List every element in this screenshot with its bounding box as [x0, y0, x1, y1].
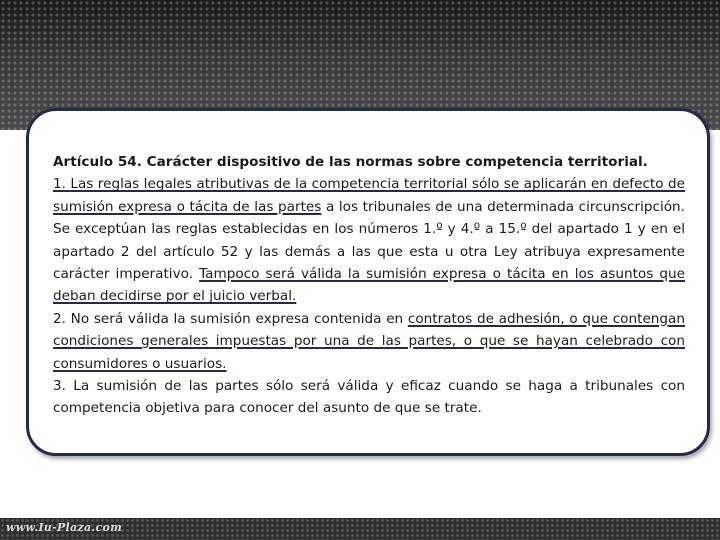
paragraph-2-text: 2. No será válida la sumisión expresa contenida en [53, 310, 408, 327]
paragraph-2-underlined: contratos de adhesión, o que contengan condiciones generales impuestas por una de las partes, o que se hayan celebrado con consumidores o usuarios. [53, 310, 685, 372]
article-title-text: Artículo 54. Carácter dispositivo de las normas sobre competencia territorial. [53, 154, 648, 170]
article-title [53, 151, 685, 173]
paragraph-1-text: a los tribunales de una determinada circunscripción. Se exceptúan las reglas establecidas en los números 1.º y 4.º a 15.º del apartado 1 y en el apartado 2 del artículo 52 y las demás a las que esta u otra Ley atribuya expresamente carácter imperativo. [53, 198, 685, 283]
article-card [26, 108, 710, 456]
paragraph-3-text: 3. La sumisión de las partes sólo será válida y eficaz cuando se haga a tribunales con competencia objetiva para conocer del asunto de que se trate. [53, 378, 685, 417]
paragraph-1-underlined: 1. Las reglas legales atributivas de la competencia territorial sólo se aplicarán en defecto de sumisión expresa o tácita de las partes [53, 176, 685, 215]
paragraph-3 [53, 375, 685, 420]
paragraph-1 [53, 173, 685, 307]
site-watermark: www.Iu-Plaza.com [6, 521, 123, 534]
paragraph-2 [53, 308, 685, 375]
paragraph-1-underlined-2: Tampoco será válida la sumisión expresa o tácita en los asuntos que deban decidirse por el juicio verbal. [53, 266, 685, 305]
article-text [53, 151, 685, 420]
